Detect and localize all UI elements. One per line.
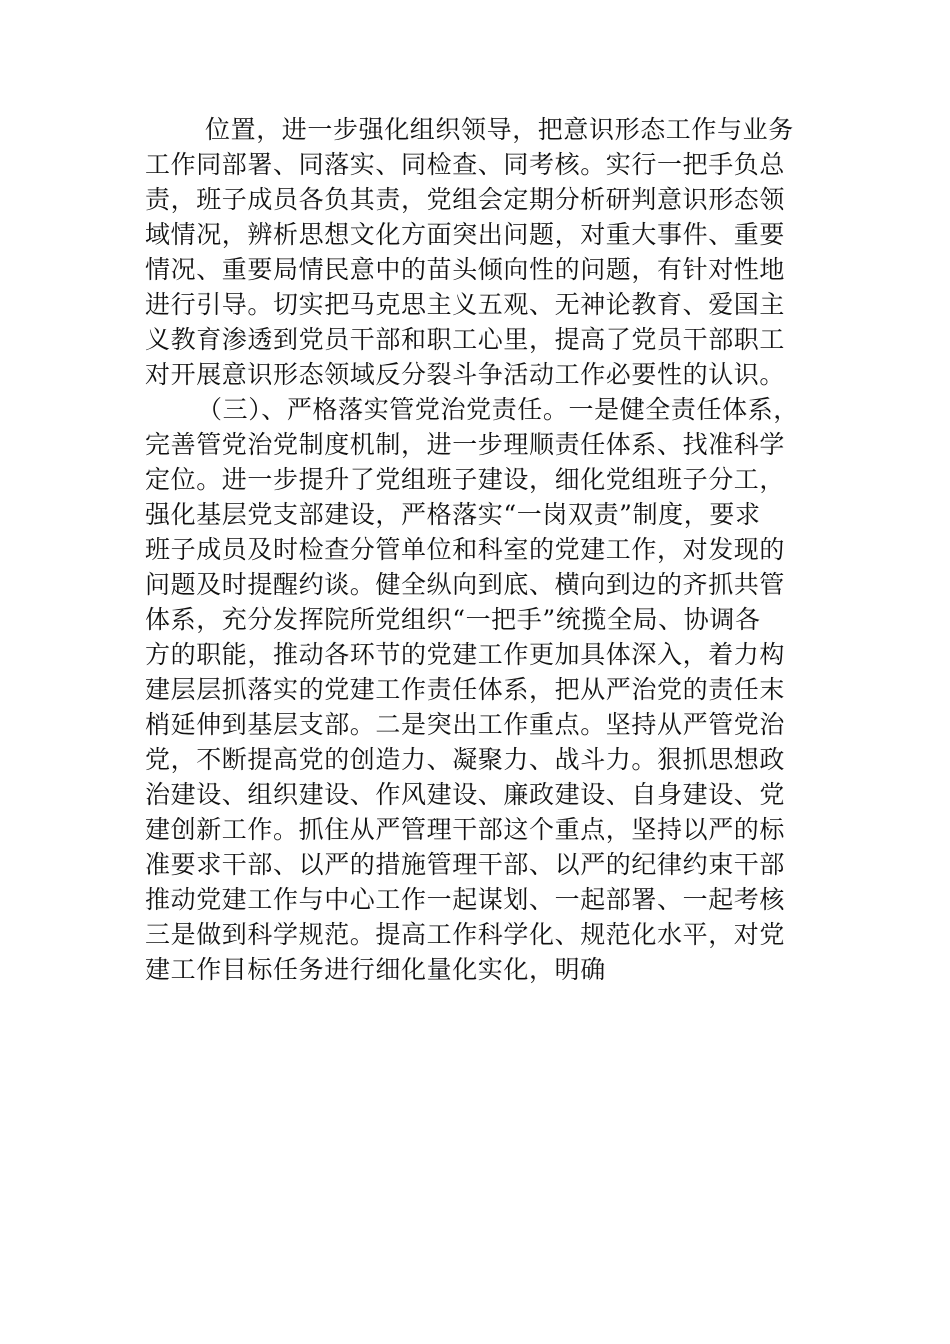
text-line-21: 建创新工作。抓住从严管理干部这个重点，坚持以严的标 [145,815,786,844]
text-line-2: 工作同部署、同落实、同检查、同考核。实行一把手负总 [145,150,786,179]
text-line-3: 责，班子成员各负其责，党组会定期分析研判意识形态领 [145,185,786,214]
text-line-19: 党，不断提高党的创造力、凝聚力、战斗力。狠抓思想政 [145,745,786,774]
text-line-14: 问题及时提醒约谈。健全纵向到底、横向到边的齐抓共管 [145,570,786,599]
text-line-6: 进行引导。切实把马克思主义五观、无神论教育、爱国主 [145,290,786,319]
text-line-4: 域情况，辨析思想文化方面突出问题，对重大事件、重要 [145,220,786,249]
text-line-10: 完善管党治党制度机制，进一步理顺责任体系、找准科学 [145,430,786,459]
text-line-1: 位置，进一步强化组织领导，把意识形态工作与业务 [205,115,794,144]
text-line-25: 建工作目标任务进行细化量化实化，明确 [145,955,606,984]
text-line-17: 建层层抓落实的党建工作责任体系，把从严治党的责任末 [145,675,786,704]
text-line-22: 准要求干部、以严的措施管理干部、以严的纪律约束干部 [145,850,786,879]
text-line-12: 强化基层党支部建设，严格落实“一岗双责”制度，要求 [145,500,761,529]
text-line-11: 定位。进一步提升了党组班子建设，细化党组班子分工， [145,465,786,494]
text-line-18: 梢延伸到基层支部。二是突出工作重点。坚持从严管党治 [145,710,786,739]
text-line-20: 治建设、组织建设、作风建设、廉政建设、自身建设、党 [145,780,786,809]
text-line-23: 推动党建工作与中心工作一起谋划、一起部署、一起考核 [145,885,786,914]
text-line-24: 三是做到科学规范。提高工作科学化、规范化水平，对党 [145,920,786,949]
text-line-16: 方的职能，推动各环节的党建工作更加具体深入，着力构 [145,640,786,669]
text-line-5: 情况、重要局情民意中的苗头倾向性的问题，有针对性地 [145,255,786,284]
text-line-15: 体系，充分发挥院所党组织“一把手”统揽全局、协调各 [145,605,761,634]
text-line-9: （三）、严格落实管党治党责任。一是健全责任体系， [197,395,799,424]
body-text [145,112,810,987]
text-line-8: 对开展意识形态领域反分裂斗争活动工作必要性的认识。 [145,360,786,389]
text-line-13: 班子成员及时检查分管单位和科室的党建工作，对发现的 [145,535,786,564]
text-line-7: 义教育渗透到党员干部和职工心里，提高了党员干部职工 [145,325,786,354]
